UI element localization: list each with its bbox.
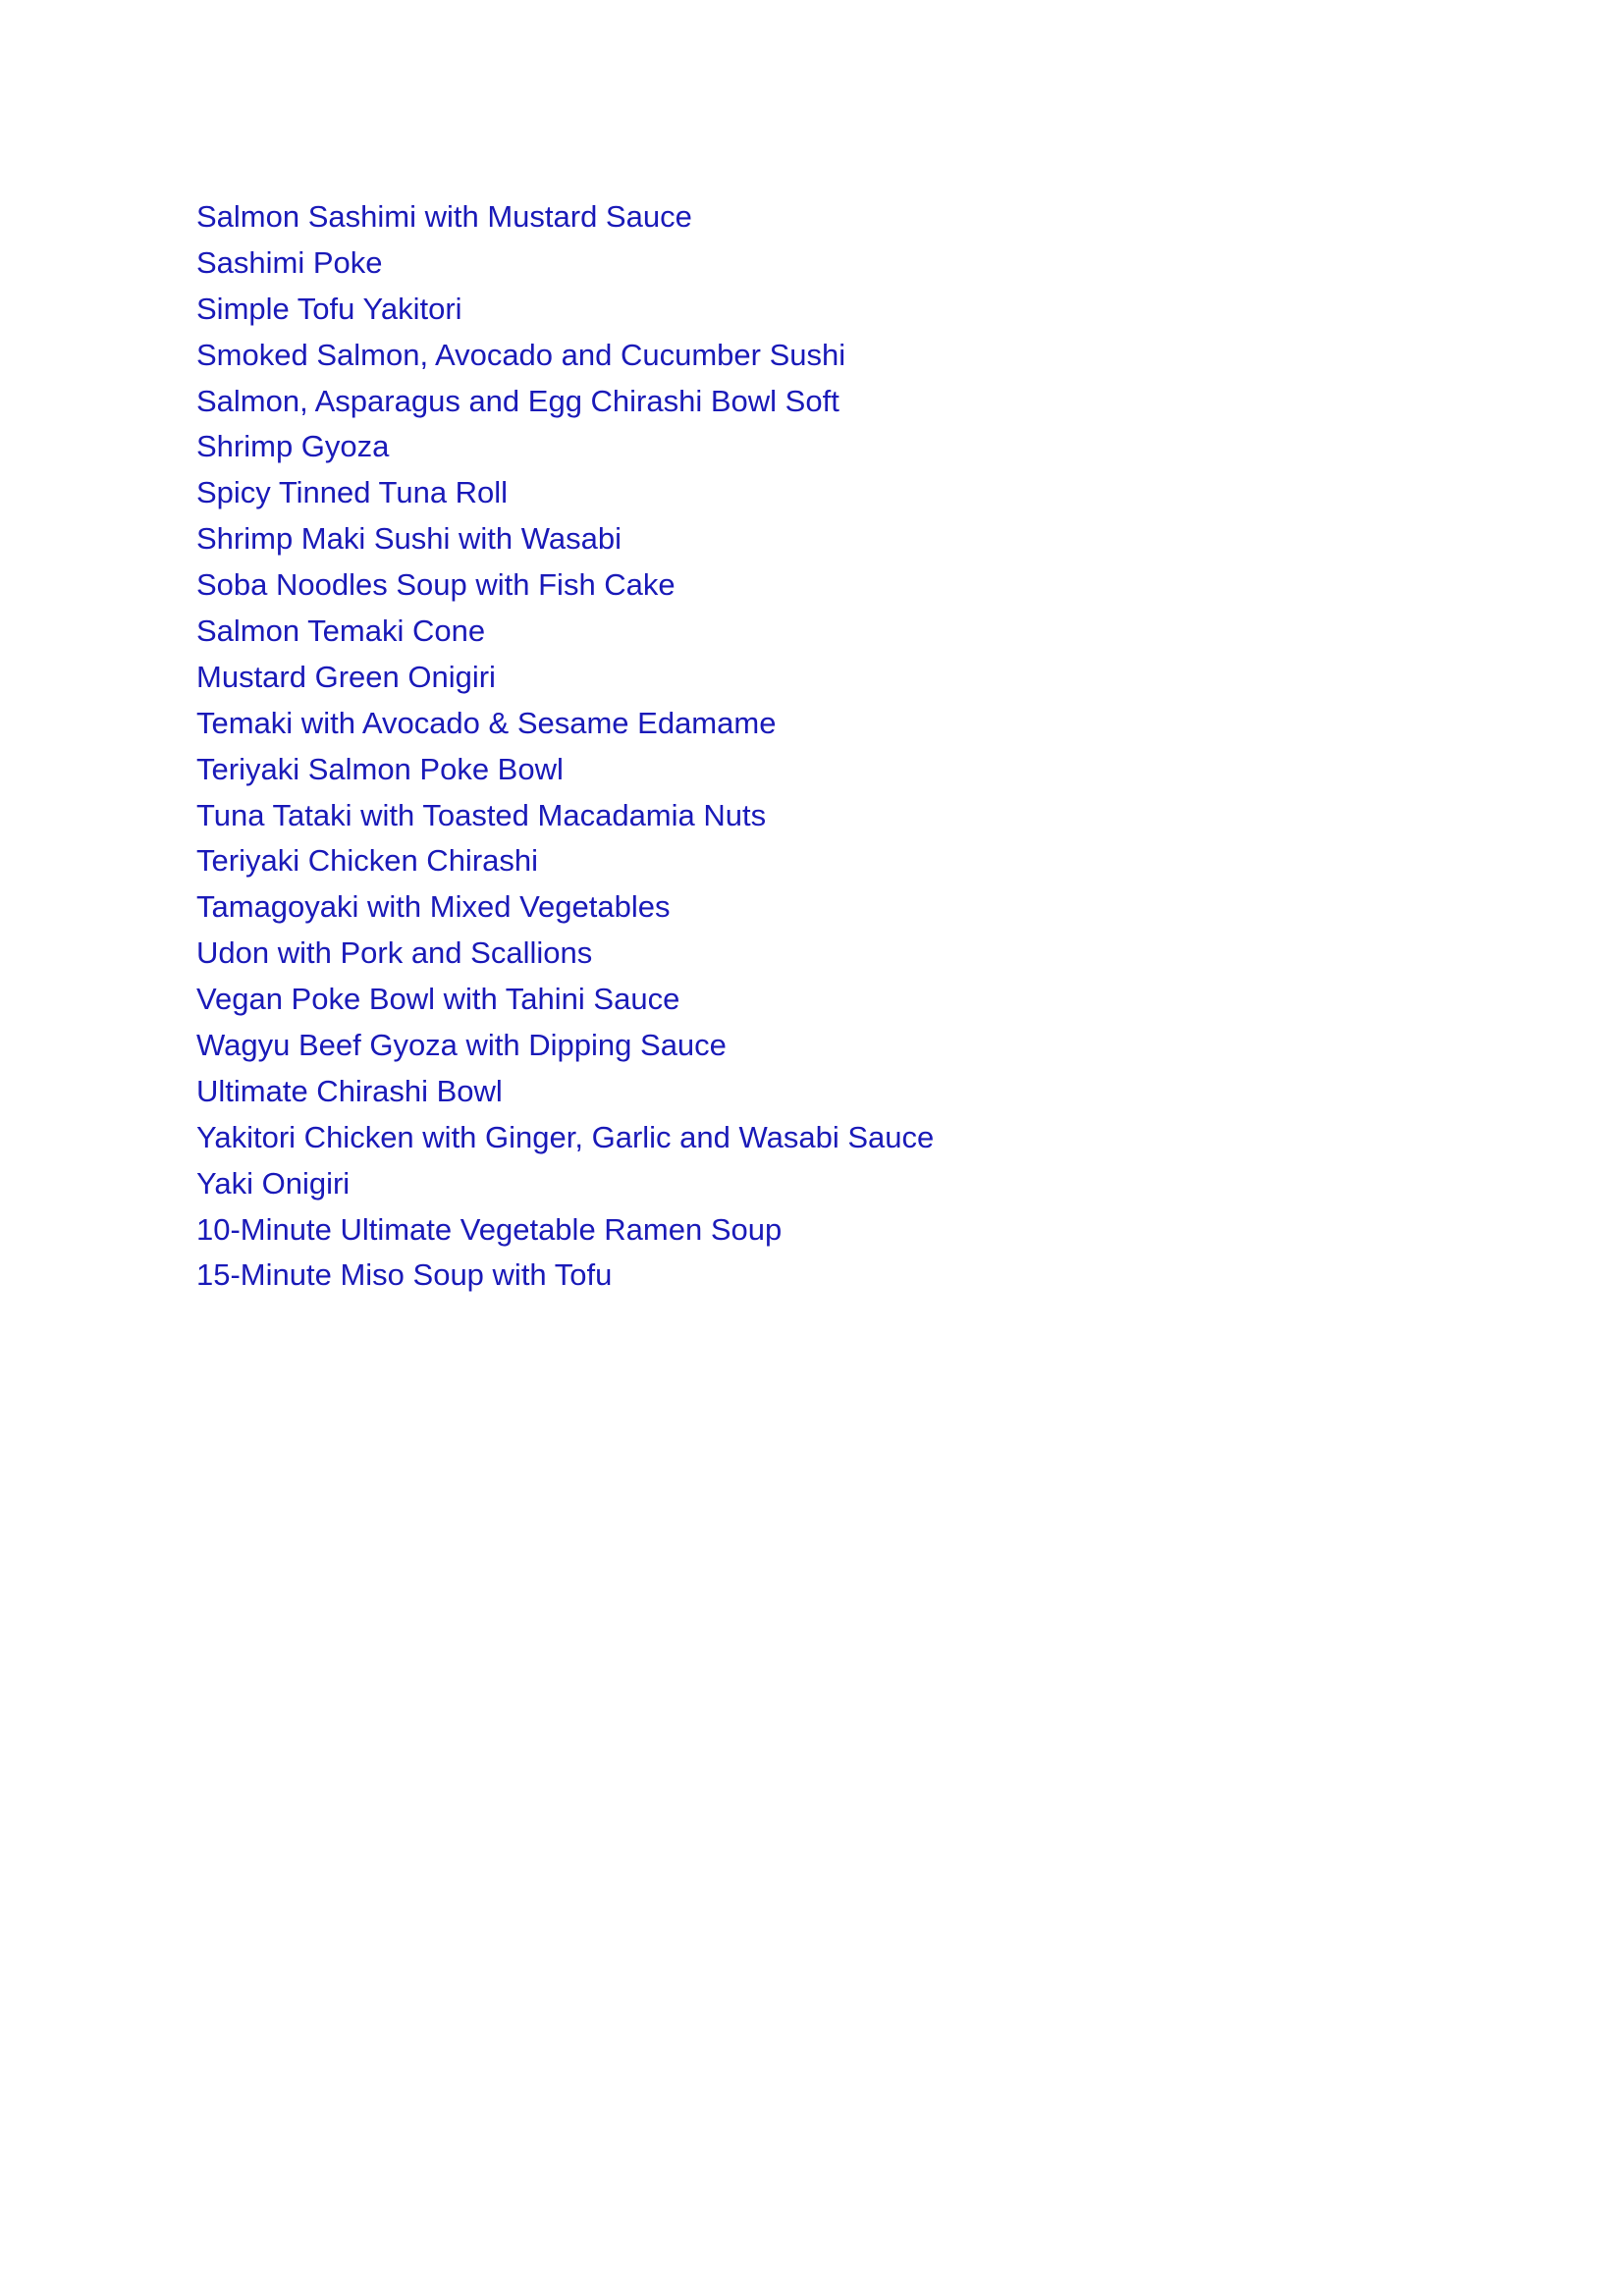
recipe-link[interactable]: Udon with Pork and Scallions <box>196 935 593 971</box>
recipe-link[interactable]: Salmon Temaki Cone <box>196 614 486 649</box>
recipe-link[interactable]: Yaki Onigiri <box>196 1165 351 1201</box>
recipe-link[interactable]: Salmon Sashimi with Mustard Sauce <box>196 199 692 234</box>
recipe-link[interactable]: Teriyaki Salmon Poke Bowl <box>196 751 564 786</box>
recipe-link[interactable]: Spicy Tinned Tuna Roll <box>196 475 509 510</box>
recipe-link[interactable]: Sashimi Poke <box>196 244 383 280</box>
recipe-link[interactable]: Teriyaki Chicken Chirashi <box>196 843 539 879</box>
recipe-link[interactable]: Tuna Tataki with Toasted Macadamia Nuts <box>196 797 767 832</box>
recipe-link[interactable]: Vegan Poke Bowl with Tahini Sauce <box>196 982 680 1017</box>
recipe-link[interactable]: Salmon, Asparagus and Egg Chirashi Bowl Soft <box>196 383 839 418</box>
recipe-link[interactable]: Smoked Salmon, Avocado and Cucumber Sushi <box>196 337 846 372</box>
recipe-link[interactable]: Temaki with Avocado & Sesame Edamame <box>196 705 777 740</box>
recipe-link[interactable]: Shrimp Maki Sushi with Wasabi <box>196 521 622 557</box>
recipe-link[interactable]: Soba Noodles Soup with Fish Cake <box>196 567 676 603</box>
recipe-link[interactable]: Shrimp Gyoza <box>196 429 390 464</box>
recipe-link[interactable]: Simple Tofu Yakitori <box>196 291 462 326</box>
recipe-link[interactable]: Ultimate Chirashi Bowl <box>196 1073 503 1108</box>
recipe-link[interactable]: Yakitori Chicken with Ginger, Garlic and Wasabi Sauce <box>196 1119 935 1154</box>
recipe-link-list <box>196 194 934 1299</box>
recipe-link[interactable]: 15-Minute Miso Soup with Tofu <box>196 1257 613 1293</box>
recipe-link[interactable]: Mustard Green Onigiri <box>196 659 496 694</box>
recipe-link[interactable]: 10-Minute Ultimate Vegetable Ramen Soup <box>196 1211 783 1247</box>
recipe-link[interactable]: Tamagoyaki with Mixed Vegetables <box>196 889 671 925</box>
recipe-link[interactable]: Wagyu Beef Gyoza with Dipping Sauce <box>196 1028 727 1063</box>
